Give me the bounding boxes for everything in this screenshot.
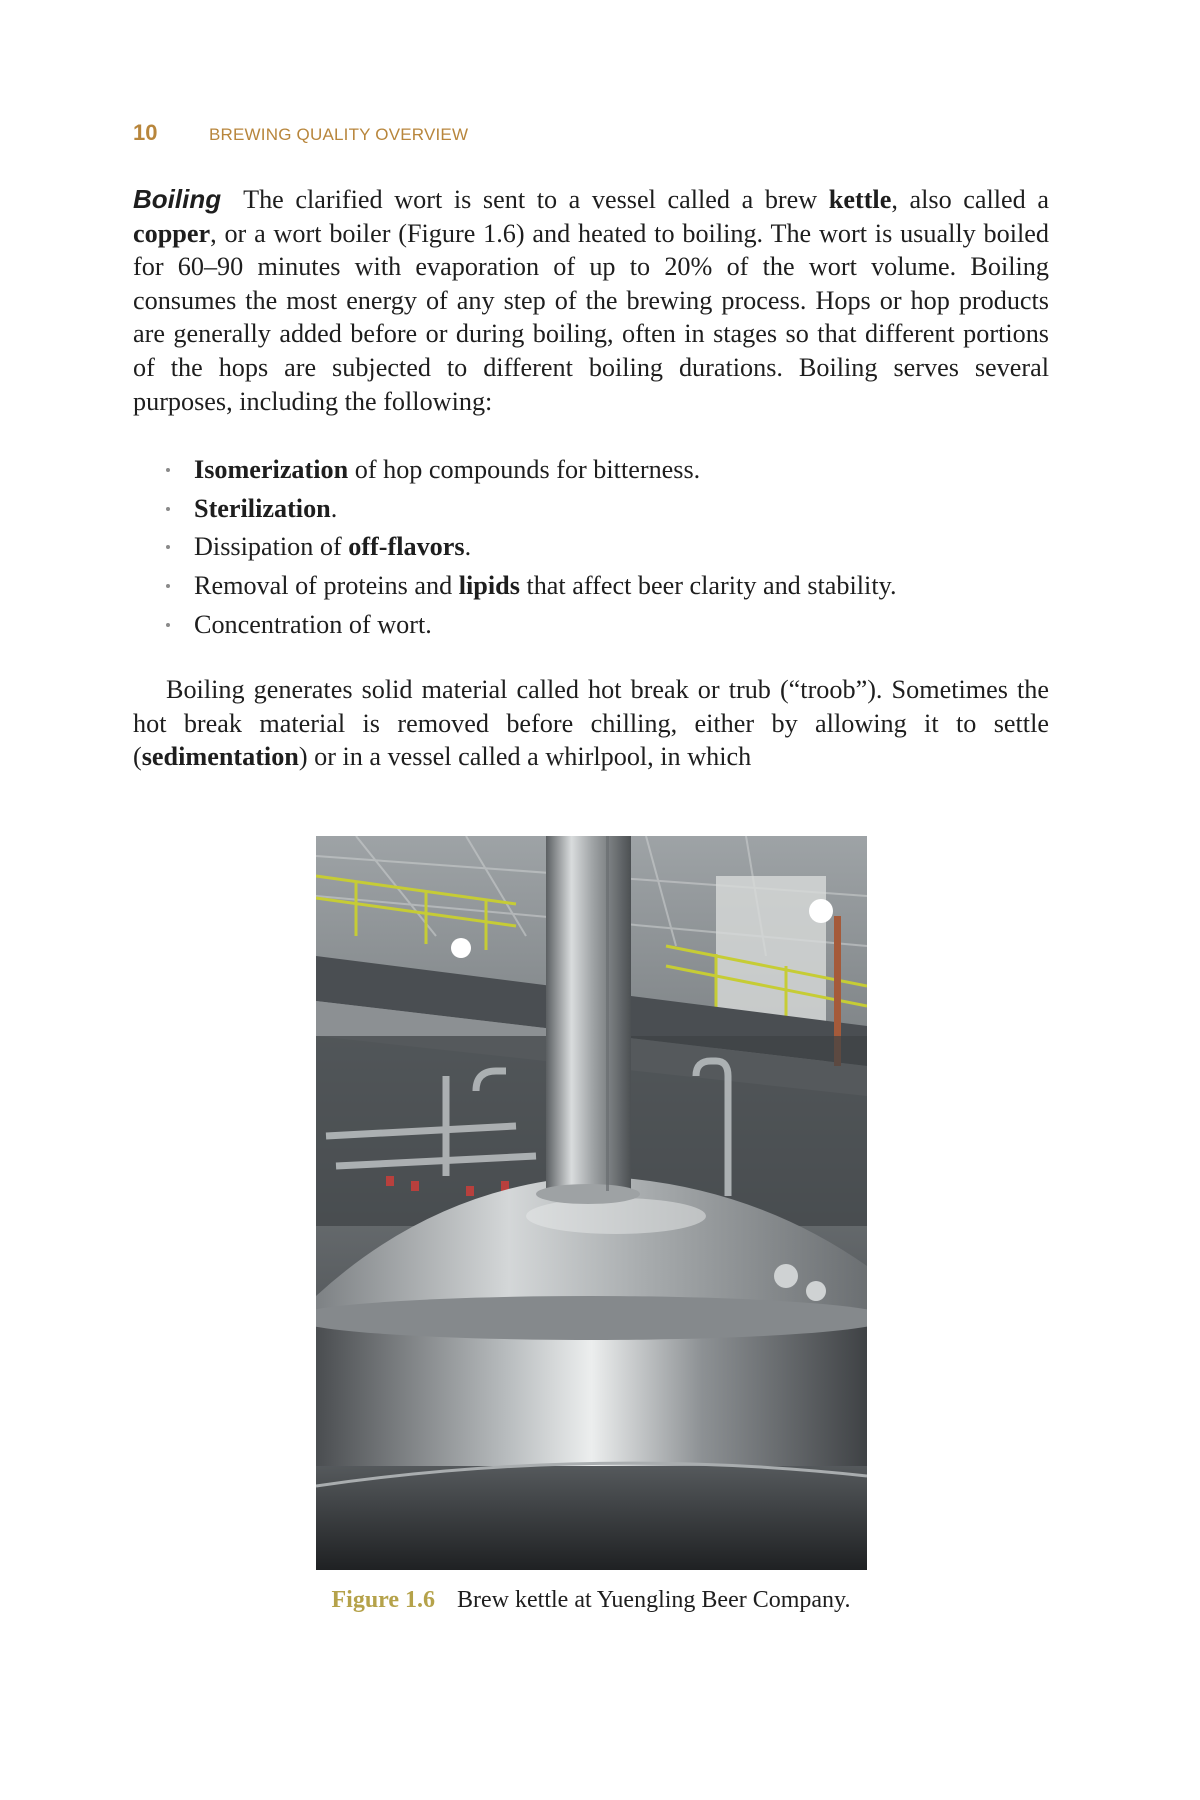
- figure-caption-text: Brew kettle at Yuengling Beer Company.: [457, 1587, 851, 1613]
- list-item: [166, 451, 1066, 490]
- running-head-title: BREWING QUALITY OVERVIEW: [209, 125, 469, 144]
- paragraph-boiling: [133, 183, 1049, 418]
- bullet-icon: [166, 545, 170, 549]
- page-number: 10: [133, 120, 158, 145]
- figure-label: Figure 1.6: [331, 1587, 436, 1613]
- paragraph-text: , or a wort boiler (Figure 1.6) and heated to boiling. The wort is usually boiled for 60–90 minutes with evaporation of up to 20% of the wort volume. Boiling consumes the most energy of any step of the brewing process. Hops or hop products are generally added before or during boiling, often in stages so that different portions of the hops are subjected to different boiling durations. Boiling serves several purposes, including the following:: [133, 218, 1049, 416]
- item-text: Concentration of wort.: [194, 609, 432, 639]
- term-copper: copper: [133, 218, 211, 248]
- bullet-icon: [166, 584, 170, 588]
- bullet-icon: [166, 468, 170, 472]
- item-text: Dissipation of: [194, 532, 349, 562]
- run-in-heading: Boiling: [133, 184, 222, 214]
- item-text: .: [330, 493, 338, 523]
- bullet-icon: [166, 507, 170, 511]
- bullet-icon: [166, 623, 170, 627]
- brew-kettle-photo: [316, 836, 867, 1570]
- list-item: [166, 606, 1066, 645]
- figure-caption: [0, 1587, 1182, 1614]
- list-item: [166, 528, 1066, 567]
- term-kettle: kettle: [828, 185, 892, 214]
- paragraph-text: , also called a: [891, 185, 1050, 214]
- purposes-list: [166, 451, 1066, 645]
- paragraph-text: ) or in a vessel called a whirlpool, in which: [298, 742, 752, 772]
- term-sedimentation: sedimentation: [141, 742, 299, 772]
- item-term: Sterilization: [194, 493, 331, 523]
- item-text: of hop compounds for bitterness.: [348, 455, 701, 484]
- paragraph-text: Boiling generates solid material called hot break or trub (“troob”). Sometimes the hot break material is removed before chilling, either by allowing it to settle (: [133, 675, 1049, 772]
- list-item: [166, 490, 1066, 529]
- item-text: that affect beer clarity and stability.: [519, 571, 897, 601]
- item-text: Removal of proteins and: [194, 571, 459, 601]
- paragraph-hot-break: [133, 673, 1049, 774]
- running-head: [133, 120, 468, 146]
- item-term: lipids: [458, 571, 520, 601]
- item-text: .: [464, 532, 472, 562]
- item-term: Isomerization: [194, 455, 349, 484]
- list-item: [166, 567, 1066, 606]
- paragraph-text: The clarified wort is sent to a vessel called a brew: [243, 185, 829, 214]
- item-term: off-flavors: [348, 532, 465, 562]
